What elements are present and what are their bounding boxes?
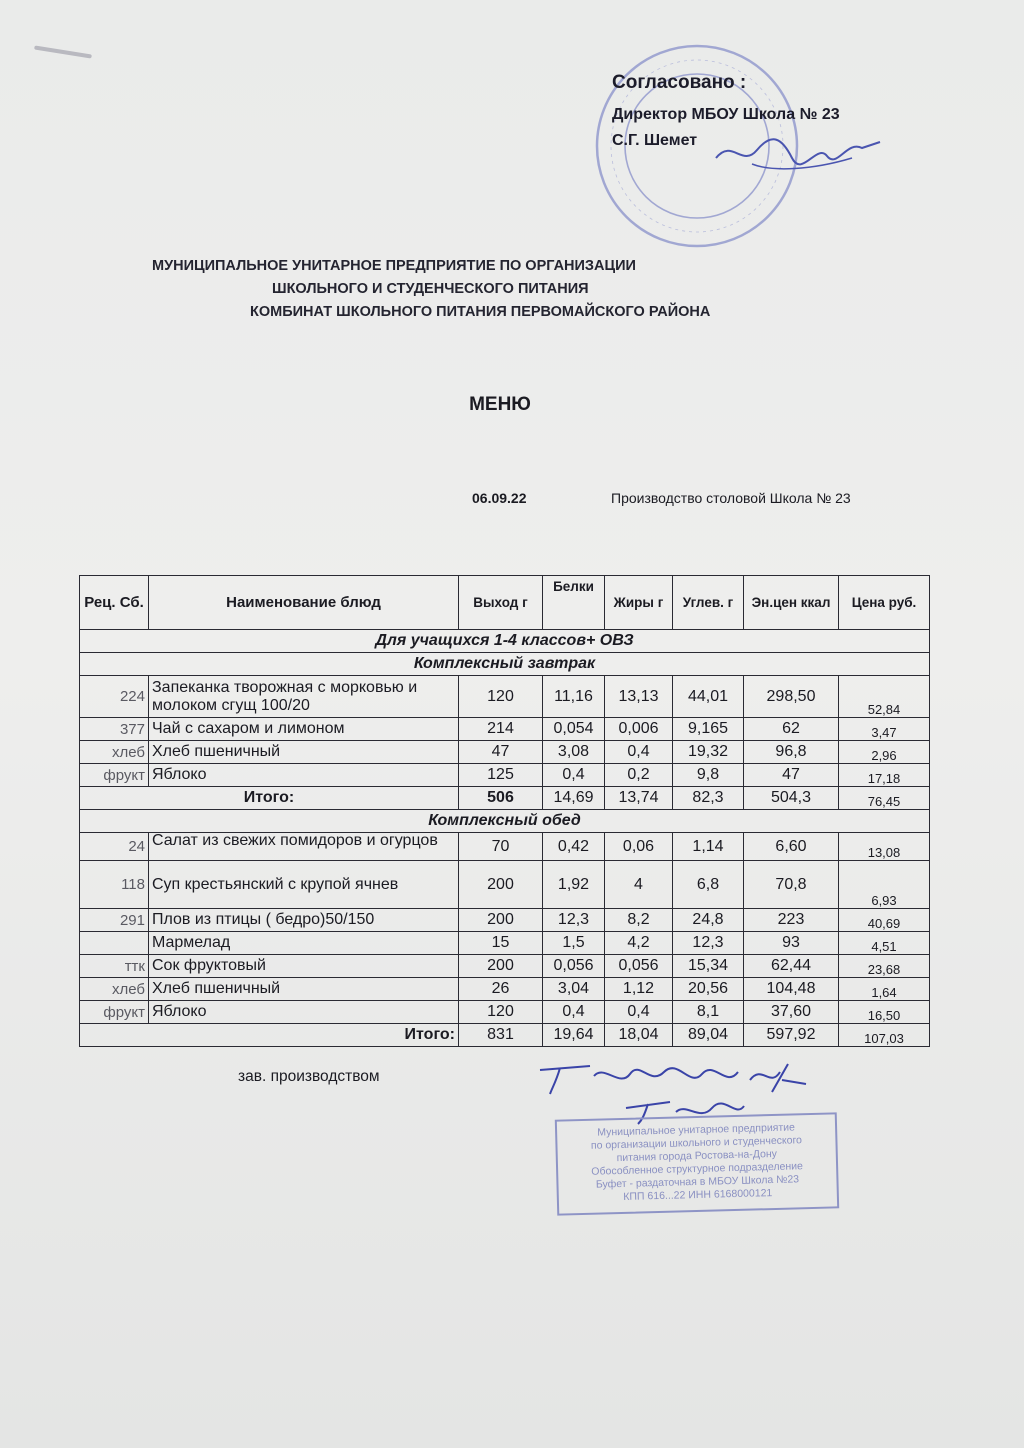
dish-fat: 1,12 bbox=[605, 978, 673, 1001]
dish-protein: 1,92 bbox=[543, 861, 605, 909]
rec-code: фрукт bbox=[80, 1001, 149, 1024]
total-label: Итого: bbox=[80, 787, 459, 810]
approval-heading: Согласовано : bbox=[612, 72, 747, 93]
org-line-1: МУНИЦИПАЛЬНОЕ УНИТАРНОЕ ПРЕДПРИЯТИЕ ПО ОРГАНИЗАЦИИ bbox=[152, 258, 636, 274]
dish-name: Салат из свежих помидоров и огурцов bbox=[149, 833, 459, 861]
dish-out: 15 bbox=[459, 932, 543, 955]
dish-name: Суп крестьянский с крупой ячнев bbox=[149, 861, 459, 909]
header-rec: Рец. Сб. bbox=[80, 576, 149, 630]
total-fat: 18,04 bbox=[605, 1024, 673, 1047]
lunch-total-row bbox=[80, 1024, 930, 1047]
section-row-breakfast bbox=[80, 653, 930, 676]
total-energy: 597,92 bbox=[744, 1024, 839, 1047]
dish-fat: 8,2 bbox=[605, 909, 673, 932]
dish-out: 70 bbox=[459, 833, 543, 861]
dish-name: Сок фруктовый bbox=[149, 955, 459, 978]
total-energy: 504,3 bbox=[744, 787, 839, 810]
dish-price: 2,96 bbox=[839, 741, 930, 764]
dish-energy: 47 bbox=[744, 764, 839, 787]
header-carb: Углев. г bbox=[673, 576, 744, 630]
dish-price: 17,18 bbox=[839, 764, 930, 787]
dish-carb: 20,56 bbox=[673, 978, 744, 1001]
dish-name: Хлеб пшеничный bbox=[149, 978, 459, 1001]
total-label: Итого: bbox=[80, 1024, 459, 1047]
dish-energy: 6,60 bbox=[744, 833, 839, 861]
dish-carb: 9,8 bbox=[673, 764, 744, 787]
dish-name: Мармелад bbox=[149, 932, 459, 955]
dish-protein: 3,04 bbox=[543, 978, 605, 1001]
dish-price: 13,08 bbox=[839, 833, 930, 861]
table-row bbox=[80, 764, 930, 787]
rec-code: 118 bbox=[80, 861, 149, 909]
dish-price: 3,47 bbox=[839, 718, 930, 741]
dish-carb: 15,34 bbox=[673, 955, 744, 978]
stamp-line: по организации школьного и студенческого bbox=[590, 1134, 803, 1152]
dish-fat: 4,2 bbox=[605, 932, 673, 955]
rec-code: 24 bbox=[80, 833, 149, 861]
dish-out: 26 bbox=[459, 978, 543, 1001]
dish-carb: 44,01 bbox=[673, 676, 744, 718]
table-row bbox=[80, 861, 930, 909]
dish-price: 1,64 bbox=[839, 978, 930, 1001]
dish-fat: 0,006 bbox=[605, 718, 673, 741]
dish-name: Хлеб пшеничный bbox=[149, 741, 459, 764]
menu-table bbox=[79, 575, 930, 1047]
total-carb: 89,04 bbox=[673, 1024, 744, 1047]
dish-out: 120 bbox=[459, 1001, 543, 1024]
dish-out: 120 bbox=[459, 676, 543, 718]
rec-code: 291 bbox=[80, 909, 149, 932]
dish-carb: 8,1 bbox=[673, 1001, 744, 1024]
dish-fat: 0,2 bbox=[605, 764, 673, 787]
dish-name: Чай с сахаром и лимоном bbox=[149, 718, 459, 741]
table-row bbox=[80, 741, 930, 764]
dish-name: Запеканка творожная с морковью и молоком сгущ 100/20 bbox=[149, 676, 459, 718]
dish-fat: 13,13 bbox=[605, 676, 673, 718]
breakfast-label: Комплексный завтрак bbox=[80, 653, 930, 676]
total-price: 76,45 bbox=[839, 787, 930, 810]
table-row bbox=[80, 909, 930, 932]
dish-energy: 37,60 bbox=[744, 1001, 839, 1024]
dish-fat: 0,4 bbox=[605, 1001, 673, 1024]
dish-out: 200 bbox=[459, 955, 543, 978]
dish-energy: 70,8 bbox=[744, 861, 839, 909]
rec-code: 377 bbox=[80, 718, 149, 741]
dish-price: 52,84 bbox=[839, 676, 930, 718]
dish-energy: 62 bbox=[744, 718, 839, 741]
stamp-line: КПП 616...22 ИНН 6168000121 bbox=[623, 1187, 773, 1203]
dish-energy: 93 bbox=[744, 932, 839, 955]
total-out: 831 bbox=[459, 1024, 543, 1047]
total-out: 506 bbox=[459, 787, 543, 810]
dish-protein: 3,08 bbox=[543, 741, 605, 764]
dish-carb: 24,8 bbox=[673, 909, 744, 932]
dish-fat: 0,06 bbox=[605, 833, 673, 861]
dish-name: Яблоко bbox=[149, 764, 459, 787]
rec-code: 224 bbox=[80, 676, 149, 718]
dish-protein: 0,4 bbox=[543, 764, 605, 787]
rec-code: ттк bbox=[80, 955, 149, 978]
dish-protein: 0,42 bbox=[543, 833, 605, 861]
dish-out: 47 bbox=[459, 741, 543, 764]
dish-energy: 62,44 bbox=[744, 955, 839, 978]
table-row bbox=[80, 955, 930, 978]
dish-fat: 0,056 bbox=[605, 955, 673, 978]
group-row bbox=[80, 630, 930, 653]
stamp-line: Буфет - раздаточная в МБОУ Школа №23 bbox=[595, 1173, 800, 1191]
director-signature bbox=[712, 128, 882, 178]
rec-code: хлеб bbox=[80, 741, 149, 764]
total-fat: 13,74 bbox=[605, 787, 673, 810]
dish-protein: 11,16 bbox=[543, 676, 605, 718]
total-protein: 14,69 bbox=[543, 787, 605, 810]
dish-protein: 12,3 bbox=[543, 909, 605, 932]
table-row bbox=[80, 978, 930, 1001]
pen-mark bbox=[34, 45, 92, 58]
dish-fat: 4 bbox=[605, 861, 673, 909]
stamp-line: питания города Ростова-на-Дону bbox=[616, 1147, 778, 1165]
dish-carb: 6,8 bbox=[673, 861, 744, 909]
dish-protein: 1,5 bbox=[543, 932, 605, 955]
dish-price: 6,93 bbox=[839, 861, 930, 909]
table-row bbox=[80, 676, 930, 718]
approval-position: Директор МБОУ Школа № 23 bbox=[612, 106, 840, 123]
dish-energy: 104,48 bbox=[744, 978, 839, 1001]
rec-code: хлеб bbox=[80, 978, 149, 1001]
rec-code: фрукт bbox=[80, 764, 149, 787]
dish-protein: 0,056 bbox=[543, 955, 605, 978]
dish-price: 4,51 bbox=[839, 932, 930, 955]
dish-protein: 0,4 bbox=[543, 1001, 605, 1024]
total-price: 107,03 bbox=[839, 1024, 930, 1047]
header-protein: Белки bbox=[543, 576, 605, 630]
dish-energy: 223 bbox=[744, 909, 839, 932]
dish-energy: 298,50 bbox=[744, 676, 839, 718]
dish-out: 214 bbox=[459, 718, 543, 741]
lunch-label: Комплексный обед bbox=[80, 810, 930, 833]
table-row bbox=[80, 718, 930, 741]
dish-name: Яблоко bbox=[149, 1001, 459, 1024]
header-fat: Жиры г bbox=[605, 576, 673, 630]
dish-name: Плов из птицы ( бедро)50/150 bbox=[149, 909, 459, 932]
header-energy: Эн.цен ккал bbox=[744, 576, 839, 630]
total-protein: 19,64 bbox=[543, 1024, 605, 1047]
production-head-label: зав. производством bbox=[238, 1068, 380, 1085]
header-price: Цена руб. bbox=[839, 576, 930, 630]
header-out: Выход г bbox=[459, 576, 543, 630]
dish-carb: 19,32 bbox=[673, 741, 744, 764]
dish-out: 125 bbox=[459, 764, 543, 787]
total-carb: 82,3 bbox=[673, 787, 744, 810]
stamp-line: Муниципальное унитарное предприятие bbox=[597, 1121, 796, 1139]
dish-carb: 9,165 bbox=[673, 718, 744, 741]
production-label: Производство столовой Школа № 23 bbox=[611, 490, 851, 506]
dish-carb: 1,14 bbox=[673, 833, 744, 861]
approval-name: С.Г. Шемет bbox=[612, 132, 698, 149]
dish-price: 16,50 bbox=[839, 1001, 930, 1024]
group-label: Для учащихся 1-4 классов+ ОВЗ bbox=[80, 630, 930, 653]
dish-price: 23,68 bbox=[839, 955, 930, 978]
dish-price: 40,69 bbox=[839, 909, 930, 932]
rec-code bbox=[80, 932, 149, 955]
dish-fat: 0,4 bbox=[605, 741, 673, 764]
header-name: Наименование блюд bbox=[149, 576, 459, 630]
rectangular-stamp bbox=[555, 1112, 839, 1215]
dish-carb: 12,3 bbox=[673, 932, 744, 955]
table-row bbox=[80, 833, 930, 861]
dish-energy: 96,8 bbox=[744, 741, 839, 764]
section-row-lunch bbox=[80, 810, 930, 833]
page-title: МЕНЮ bbox=[469, 394, 531, 415]
table-header-row bbox=[80, 576, 930, 630]
stamp-line: Обособленное структурное подразделение bbox=[591, 1160, 804, 1178]
table-row bbox=[80, 1001, 930, 1024]
breakfast-total-row bbox=[80, 787, 930, 810]
dish-out: 200 bbox=[459, 861, 543, 909]
org-line-3: КОМБИНАТ ШКОЛЬНОГО ПИТАНИЯ ПЕРВОМАЙСКОГО РАЙОНА bbox=[250, 304, 711, 320]
dish-out: 200 bbox=[459, 909, 543, 932]
table-row bbox=[80, 932, 930, 955]
org-line-2: ШКОЛЬНОГО И СТУДЕНЧЕСКОГО ПИТАНИЯ bbox=[272, 281, 589, 297]
dish-protein: 0,054 bbox=[543, 718, 605, 741]
menu-date: 06.09.22 bbox=[472, 490, 527, 506]
